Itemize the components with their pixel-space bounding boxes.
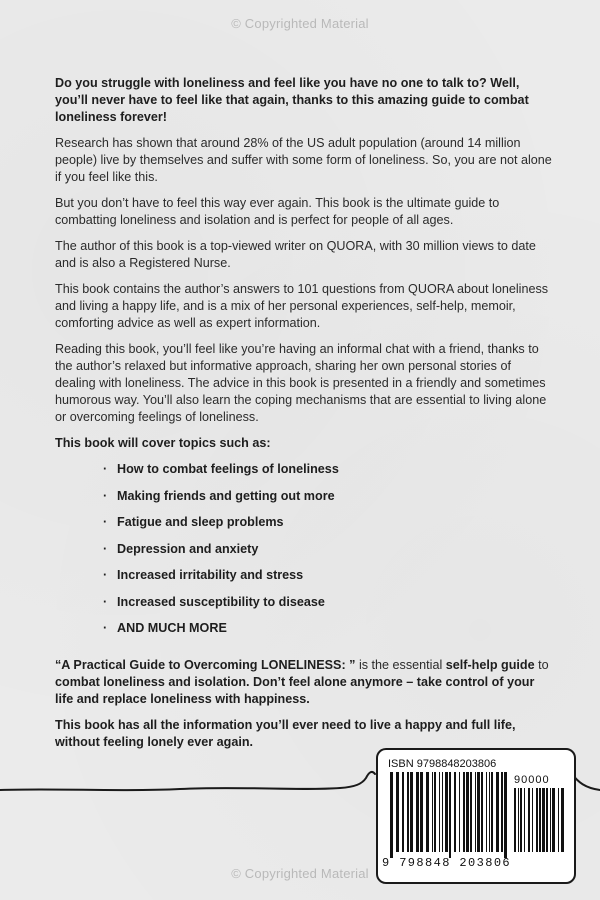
blurb-paragraph: Do you struggle with loneliness and feel like you have no one to talk to? Well, you’ll never have to feel like that again, thanks to this amazing guide to combat loneliness forever!: [55, 76, 529, 124]
barcode-addon-bars: [514, 788, 564, 858]
blurb-paragraphs: [55, 75, 555, 426]
closing-emphasis-self-help: self-help guide: [445, 657, 535, 672]
copyright-watermark-bottom: © Copyrighted Material: [231, 866, 369, 881]
isbn-label: ISBN 9798848203806: [388, 758, 497, 770]
topic-item: · AND MUCH MORE: [103, 620, 555, 647]
closing-paragraph: [55, 657, 555, 708]
blurb-paragraph: Reading this book, you’ll feel like you’re having an informal chat with a friend, thanks to the author’s relaxed but informative approach, sharing her own personal stories of dealing with loneliness. The advice in this book is presented in a friendly and sometimes humorous way. You’ll also learn the coping mechanisms that are essential to living alone or overcoming feelings of loneliness.: [55, 342, 547, 424]
closing-emphasis-combat: combat loneliness and isolation. Don’t feel alone anymore – take control of your life and replace loneliness with happiness.: [55, 674, 535, 706]
isbn-barcode: [376, 748, 576, 884]
copyright-watermark-top: © Copyrighted Material: [231, 16, 369, 31]
topic-item: · Making friends and getting out more: [103, 488, 555, 515]
topic-item: · Fatigue and sleep problems: [103, 514, 555, 541]
blurb-paragraph: Research has shown that around 28% of the US adult population (around 14 million people) live by themselves and suffer with some form of loneliness. So, you are not alone if you feel like this.: [55, 136, 552, 184]
book-title-quote: “A Practical Guide to Overcoming LONELINESS: ”: [55, 657, 356, 672]
topics-list: [55, 461, 555, 647]
barcode-addon-number: 90000: [514, 774, 550, 786]
blurb-content: [55, 75, 555, 760]
closing-text-1: is the essential: [355, 657, 446, 672]
closing-text-2: to: [534, 657, 549, 672]
blurb-paragraph: The author of this book is a top-viewed writer on QUORA, with 30 million views to date and is also a Registered Nurse.: [55, 239, 536, 270]
topic-item: · Depression and anxiety: [103, 541, 555, 568]
barcode-main-bars: [390, 772, 508, 858]
topic-item: · How to combat feelings of loneliness: [103, 461, 555, 488]
ean-digits: 9 798848 203806: [382, 856, 512, 870]
topic-item: · Increased irritability and stress: [103, 567, 555, 594]
blurb-paragraph: This book contains the author’s answers to 101 questions from QUORA about loneliness and living a happy life, and is a mix of her personal experiences, self-help, memoir, comforting advice as well as expert information.: [55, 282, 549, 330]
blurb-paragraph: But you don’t have to feel this way ever again. This book is the ultimate guide to combatting loneliness and isolation and is perfect for people of all ages.: [55, 196, 500, 227]
final-paragraph: This book has all the information you’ll ever need to live a happy and full life, without feeling lonely ever again.: [55, 717, 516, 749]
topic-item: · Increased susceptibility to disease: [103, 594, 555, 621]
topics-heading: This book will cover topics such as:: [55, 436, 271, 450]
